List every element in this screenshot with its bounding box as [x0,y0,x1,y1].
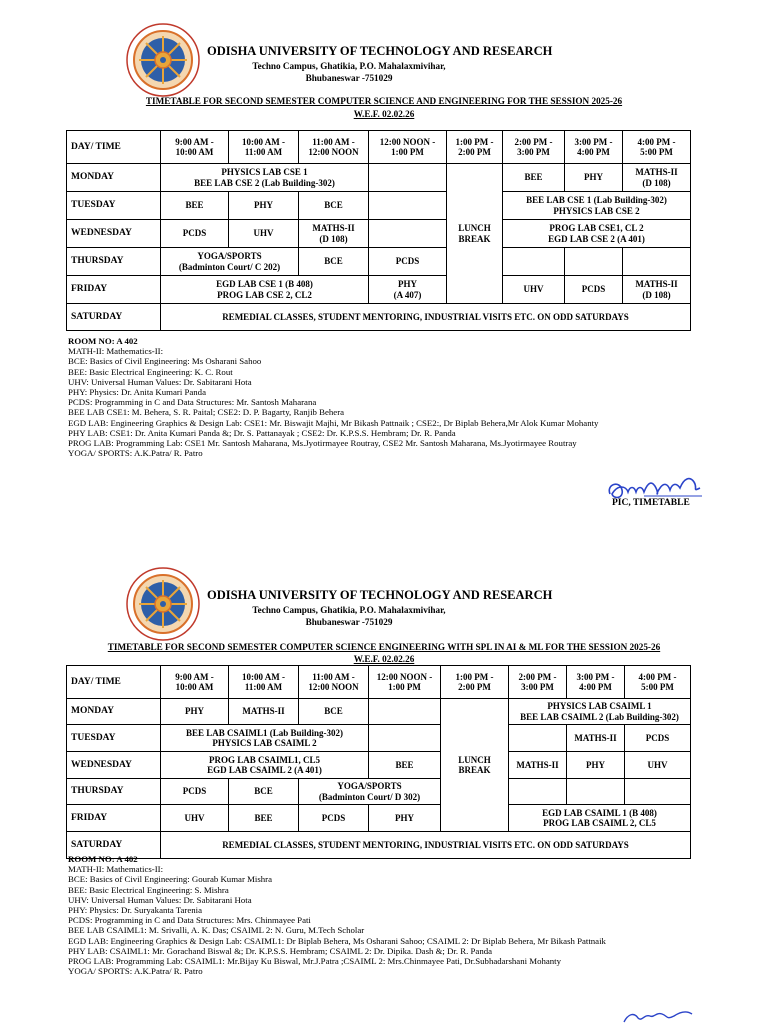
class-cell: BCE [299,192,369,220]
address-line-1: Techno Campus, Ghatikia, P.O. Mahalaxmivihar, [252,61,446,71]
header-row [67,666,691,699]
note-line: BEE LAB CSAIML1: M. Srivalli, A. K. Das; CSAIML 2: N. Guru, M.Tech Scholar [68,925,365,936]
class-cell: EGD LAB CSE 1 (B 408) PROG LAB CSE 2, CL2 [161,276,369,304]
class-cell: YOGA/SPORTS (Badminton Court/ C 202) [161,248,299,276]
note-line: EGD LAB: Engineering Graphics & Design Lab: CSE1: Mr. Biswajit Majhi, Mr Bikash Pattnaik ; CSE2:, Dr Biplab Behera,Mr Alok Kumar Mohanty [68,417,599,428]
table-row-wednesday [67,752,691,779]
day-label: TUESDAY [67,725,161,752]
class-cell: PCDS [625,725,691,752]
class-cell: MATHS-II (D 108) [299,220,369,248]
note-line: PCDS: Programming in C and Data Structures: Mrs. Chinmayee Pati [68,915,311,926]
table-row-tuesday [67,192,691,220]
table-row-thursday [67,779,691,805]
class-cell: PCDS [161,220,229,248]
class-cell: MATHS-II (D 108) [623,276,691,304]
university-name: ODISHA UNIVERSITY OF TECHNOLOGY AND RESEARCH [207,588,553,602]
table-row-monday [67,164,691,192]
wef-date: W.E.F. 02.02.26 [353,109,415,119]
university-logo-icon [125,22,201,98]
day-label: FRIDAY [67,805,161,832]
address-line-1: Techno Campus, Ghatikia, P.O. Mahalaxmivihar, [252,605,446,615]
table-row-thursday [67,248,691,276]
note-line: BCE: Basics of Civil Engineering: Ms Osharani Sahoo [68,356,262,367]
class-cell: BCE [229,779,299,805]
header-time-slot: 4:00 PM - 5:00 PM [625,666,691,699]
day-label: WEDNESDAY [67,752,161,779]
header-time-slot: 9:00 AM - 10:00 AM [161,131,229,164]
class-cell: PHY [369,805,441,832]
empty-cell [625,779,691,805]
day-label: THURSDAY [67,779,161,805]
day-label: SATURDAY [67,832,161,859]
table-row-wednesday [67,220,691,248]
class-cell: BEE LAB CSAIML1 (Lab Building-302) PHYSICS LAB CSAIML 2 [161,725,369,752]
class-cell: YOGA/SPORTS (Badminton Court/ D 302) [299,779,441,805]
class-cell: EGD LAB CSAIML 1 (B 408) PROG LAB CSAIML 2, CL5 [509,805,691,832]
class-cell: BEE [229,805,299,832]
class-cell: PHY [565,164,623,192]
note-line: BEE LAB CSE1: M. Behera, S. R. Paital; CSE2: D. P. Bagarty, Ranjib Behera [68,407,345,418]
day-label: FRIDAY [67,276,161,304]
class-cell: BCE [299,699,369,725]
class-cell: UHV [625,752,691,779]
empty-cell [369,220,447,248]
note-line: PHY: Physics: Dr. Anita Kumari Panda [68,387,206,398]
note-line: UHV: Universal Human Values: Dr. Sabitarani Hota [68,376,252,387]
note-line: BEE: Basic Electrical Engineering: S. Mishra [68,884,229,895]
day-label: THURSDAY [67,248,161,276]
header-time-slot: 1:00 PM - 2:00 PM [441,666,509,699]
course-notes [68,336,598,458]
class-cell: PCDS [369,248,447,276]
class-cell: BEE LAB CSE 1 (Lab Building-302) PHYSICS LAB CSE 2 [503,192,691,220]
signature-icon [604,1008,708,1024]
empty-cell [567,779,625,805]
empty-cell [509,725,567,752]
empty-cell [503,248,565,276]
empty-cell [369,192,447,220]
class-cell: BEE [369,752,441,779]
class-cell: MATHS-II (D 108) [623,164,691,192]
note-line: PHY: Physics: Dr. Suryakanta Tarenia [68,905,203,916]
note-line: MATH-II: Mathematics-II: [68,346,164,357]
timetable-title: TIMETABLE FOR SECOND SEMESTER COMPUTER SCIENCE ENGINEERING WITH SPL IN AI & ML FOR THE SESSION 2025-26 [107,642,661,652]
table-row-friday [67,276,691,304]
day-label: MONDAY [67,699,161,725]
header-time-slot: 3:00 PM - 4:00 PM [565,131,623,164]
class-cell: UHV [161,805,229,832]
timetable-section-csaiml [0,512,768,1024]
class-cell: BCE [299,248,369,276]
note-line: BEE: Basic Electrical Engineering: K. C. Rout [68,366,233,377]
header-time-slot: 4:00 PM - 5:00 PM [623,131,691,164]
course-notes [68,854,606,976]
header-day-time: DAY/ TIME [67,131,161,164]
note-line: YOGA/ SPORTS: A.K.Patra/ R. Patro [68,966,203,977]
class-cell: UHV [503,276,565,304]
pic-timetable-label: PIC, TIMETABLE [612,498,690,508]
note-line: PROG LAB: Programming Lab: CSAIML1: Mr.Bijay Ku Biswal, Mr.J.Patra ;CSAIML 2: Mrs.Chinmayee Pati, Dr.Subhadarshani Mohanty [68,956,562,967]
lunch-break-cell: LUNCH BREAK [447,164,503,304]
timetable-grid [66,665,691,859]
header-time-slot: 10:00 AM - 11:00 AM [229,131,299,164]
header-time-slot: 3:00 PM - 4:00 PM [567,666,625,699]
class-cell: BEE [161,192,229,220]
header-time-slot: 2:00 PM - 3:00 PM [509,666,567,699]
room-number: ROOM NO: A 402 [68,854,138,864]
timetable-grid [66,130,691,331]
table-row-monday [67,699,691,725]
header-time-slot: 11:00 AM - 12:00 NOON [299,131,369,164]
day-label: TUESDAY [67,192,161,220]
header-time-slot: 12:00 NOON - 1:00 PM [369,666,441,699]
note-line: PHY LAB: CSAIML1: Mr. Gorachand Biswal &; Dr. K.P.S.S. Hembram; CSAIML 2: Dr. Dipika. Dash &; Dr. R. Panda [68,945,493,956]
note-line: PHY LAB: CSE1: Dr. Anita Kumari Panda &; Dr. S. Pattanayak ; CSE2: Dr. K.P.S.S. Hembram; Dr. R. Panda [68,427,456,438]
table-row-tuesday [67,725,691,752]
day-label: MONDAY [67,164,161,192]
lunch-break-cell: LUNCH BREAK [441,699,509,832]
table-row-friday [67,805,691,832]
note-line: PCDS: Programming in C and Data Structures: Mr. Santosh Maharana [68,397,317,408]
address-line-2: Bhubaneswar -751029 [305,73,393,83]
class-cell: PCDS [565,276,623,304]
wef-date: W.E.F. 02.02.26 [353,654,415,664]
header-time-slot: 11:00 AM - 12:00 NOON [299,666,369,699]
class-cell: UHV [229,220,299,248]
class-cell: MATHS-II [567,725,625,752]
note-line: EGD LAB: Engineering Graphics & Design Lab: CSAIML1: Dr Biplab Behera, Ms Osharani Sahoo; CSAIML 2: Dr Biplab Behera, Mr Bikash Pattnaik [68,935,606,946]
class-cell: MATHS-II [229,699,299,725]
class-cell: PCDS [299,805,369,832]
header-row [67,131,691,164]
header-time-slot: 12:00 NOON - 1:00 PM [369,131,447,164]
class-cell: BEE [503,164,565,192]
header-time-slot: 1:00 PM - 2:00 PM [447,131,503,164]
header-time-slot: 2:00 PM - 3:00 PM [503,131,565,164]
note-line: BCE: Basics of Civil Engineering: Gourab Kumar Mishra [68,874,273,885]
note-line: YOGA/ SPORTS: A.K.Patra/ R. Patro [68,448,203,459]
room-number: ROOM NO: A 402 [68,336,138,346]
note-line: MATH-II: Mathematics-II: [68,864,164,875]
class-cell: PROG LAB CSAIML1, CL5 EGD LAB CSAIML 2 (A 401) [161,752,369,779]
university-name: ODISHA UNIVERSITY OF TECHNOLOGY AND RESEARCH [207,44,553,58]
class-cell: PHYSICS LAB CSE 1 BEE LAB CSE 2 (Lab Building-302) [161,164,369,192]
empty-cell [369,699,441,725]
note-line: UHV: Universal Human Values: Dr. Sabitarani Hota [68,894,252,905]
address-line-2: Bhubaneswar -751029 [305,617,393,627]
university-logo-icon [125,566,201,642]
empty-cell [623,248,691,276]
day-label: WEDNESDAY [67,220,161,248]
header-time-slot: 9:00 AM - 10:00 AM [161,666,229,699]
empty-cell [509,779,567,805]
empty-cell [369,725,441,752]
class-cell: PHY [229,192,299,220]
class-cell: REMEDIAL CLASSES, STUDENT MENTORING, INDUSTRIAL VISITS ETC. ON ODD SATURDAYS [161,304,691,331]
timetable-title: TIMETABLE FOR SECOND SEMESTER COMPUTER SCIENCE AND ENGINEERING FOR THE SESSION 2025-26 [145,96,623,106]
class-cell: PHY (A 407) [369,276,447,304]
class-cell: PHYSICS LAB CSAIML 1 BEE LAB CSAIML 2 (Lab Building-302) [509,699,691,725]
class-cell: MATHS-II [509,752,567,779]
day-label: SATURDAY [67,304,161,331]
class-cell: PHY [161,699,229,725]
empty-cell [369,164,447,192]
class-cell: REMEDIAL CLASSES, STUDENT MENTORING, INDUSTRIAL VISITS ETC. ON ODD SATURDAYS [161,832,691,859]
class-cell: PROG LAB CSE1, CL 2 EGD LAB CSE 2 (A 401) [503,220,691,248]
empty-cell [565,248,623,276]
note-line: PROG LAB: Programming Lab: CSE1 Mr. Santosh Maharana, Ms.Jyotirmayee Routray, CSE2 Mr. Santosh Maharana, Ms.Jyotirmayee Routray [68,438,577,449]
class-cell: PCDS [161,779,229,805]
table-row-saturday [67,304,691,331]
header-time-slot: 10:00 AM - 11:00 AM [229,666,299,699]
header-day-time: DAY/ TIME [67,666,161,699]
class-cell: PHY [567,752,625,779]
